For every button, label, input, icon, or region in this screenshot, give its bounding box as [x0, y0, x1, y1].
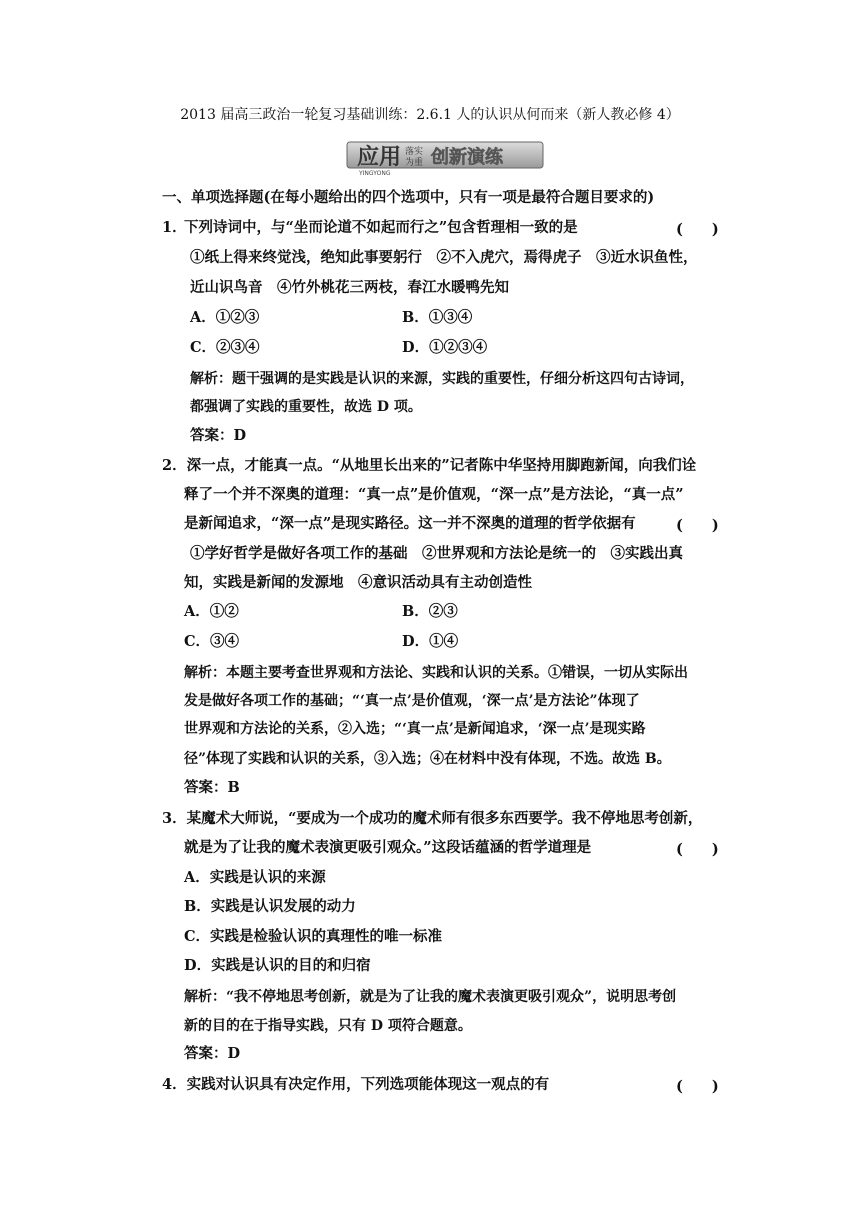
- q2-choice-d: D．①④: [402, 633, 459, 650]
- q2-options-line2: 知，实践是新闻的发源地 ④意识活动具有主动创造性: [184, 574, 532, 591]
- q1-options-line2: 近山识鸟音 ④竹外桃花三两枝，春江水暖鸭先知: [190, 279, 509, 296]
- banner-small2: 为重: [405, 158, 424, 168]
- q2-explanation-line1: 解析：本题主要考查世界观和方法论、实践和认识的关系。①错误，一切从实际出: [184, 665, 688, 681]
- q4-answer-paren: ( ): [676, 1078, 719, 1095]
- q2-stem-line2: 释了一个并不深奥的道理：“真一点”是价值观，“深一点”是方法论，“真一点”: [184, 486, 684, 503]
- q2-options-line1: ①学好哲学是做好各项工作的基础 ②世界观和方法论是统一的 ③实践出真: [190, 545, 683, 562]
- banner-right: 创新演练: [431, 147, 503, 168]
- q1-choice-a: A．①②③: [190, 309, 260, 326]
- q1-choice-d: D．①②③④: [402, 339, 488, 356]
- q2-choice-c: C．③④: [184, 633, 240, 650]
- banner-small1: 落实: [405, 147, 424, 157]
- q1-stem: 下列诗词中，与“坐而论道不如起而行之”包含哲理相一致的是: [184, 219, 578, 236]
- section-banner-logo: [345, 136, 545, 176]
- q4-stem: 4．实践对认识具有决定作用，下列选项能体现这一观点的有: [162, 1076, 550, 1093]
- section-title: 一、单项选择题(在每小题给出的四个选项中，只有一项是最符合题目要求的): [162, 189, 655, 206]
- q3-choice-c: C．实践是检验认识的真理性的唯一标准: [184, 928, 443, 945]
- q1-explanation-line2: 都强调了实践的重要性，故选 D 项。: [190, 399, 422, 415]
- q3-stem-line1: 3．某魔术大师说，“要成为一个成功的魔术师有很多东西要学。我不停地思考创新，: [162, 810, 703, 827]
- q3-explanation-line1: 解析：“我不停地思考创新，就是为了让我的魔术表演更吸引观众”，说明思考创: [184, 989, 677, 1005]
- q1-choice-c: C．②③④: [190, 339, 260, 356]
- q2-explanation-line2: 发是做好各项工作的基础；“‘真一点’是价值观，‘深一点’是方法论”体现了: [184, 693, 640, 709]
- q2-choice-a: A．①②: [184, 603, 239, 620]
- q2-answer-paren: ( ): [676, 517, 719, 534]
- q1-options-line1: ①纸上得来终觉浅，绝知此事要躬行 ②不入虎穴，焉得虎子 ③近水识鱼性，: [190, 249, 698, 266]
- q2-explanation-line4: 径”体现了实践和认识的关系，③入选；④在材料中没有体现，不选。故选 B。: [184, 751, 671, 767]
- banner-sub: YINGYONG: [359, 170, 391, 176]
- q3-answer-paren: ( ): [676, 841, 719, 858]
- q3-explanation-line2: 新的目的在于指导实践，只有 D 项符合题意。: [184, 1018, 472, 1034]
- document-title: 2013 届高三政治一轮复习基础训练：2.6.1 人的认识从何而来（新人教必修 4）: [180, 107, 680, 123]
- q3-choice-b: B．实践是认识发展的动力: [184, 898, 356, 915]
- q3-choice-d: D．实践是认识的目的和归宿: [184, 957, 371, 974]
- q1-explanation-line1: 解析：题干强调的是实践是认识的来源，实践的重要性，仔细分析这四句古诗词，: [190, 371, 694, 387]
- q1-answer: 答案：D: [190, 427, 247, 444]
- q1-number: 1．: [162, 219, 187, 236]
- q1-answer-paren: ( ): [676, 221, 719, 238]
- q3-choice-a: A．实践是认识的来源: [184, 869, 326, 886]
- banner-main: 应用: [357, 145, 402, 170]
- q3-answer: 答案：D: [184, 1045, 241, 1062]
- q1-choice-b: B．①③④: [402, 309, 473, 326]
- q2-stem-line3: 是新闻追求，“深一点”是现实路径。这一并不深奥的道理的哲学依据有: [184, 515, 636, 532]
- q2-choice-b: B．②③: [402, 603, 458, 620]
- q2-stem-line1: 2．深一点，才能真一点。“从地里长出来的”记者陈中华坚持用脚跑新闻，向我们诠: [162, 457, 697, 474]
- q2-explanation-line3: 世界观和方法论的关系，②入选；“‘真一点’是新闻追求，‘深一点’是现实路: [184, 721, 646, 737]
- q3-stem-line2: 就是为了让我的魔术表演更吸引观众。”这段话蕴涵的哲学道理是: [184, 839, 592, 856]
- q2-answer: 答案：B: [184, 779, 240, 796]
